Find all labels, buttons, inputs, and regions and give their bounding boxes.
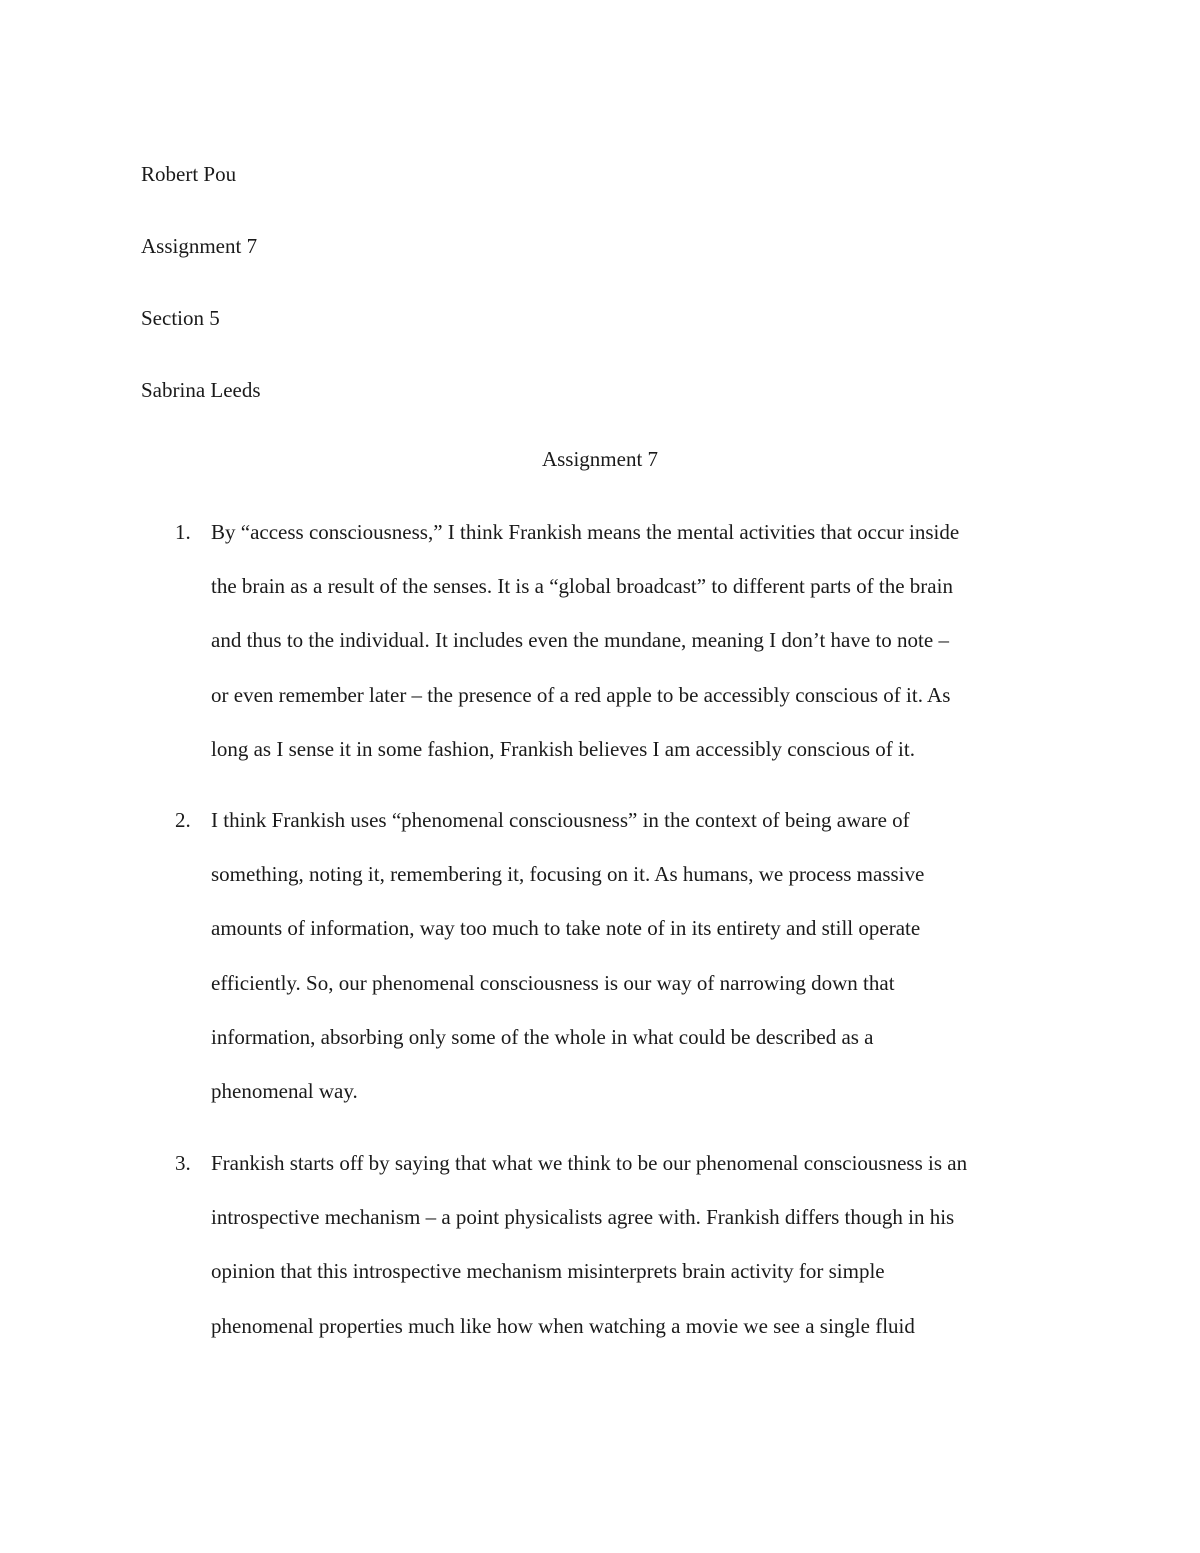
list-item-number: 1.: [175, 520, 191, 544]
assignment-label: Assignment 7: [141, 234, 258, 258]
list-item-text: By “access consciousness,” I think Frankish means the mental activities that occur inside the brain as a result of the senses. It is a “global broadcast” to different parts of the brain and thus to the individual. It includes even the mundane, meaning I don’t have to note – or even remember later – the presence of a red apple to be accessibly conscious of it. As long as I sense it in some fashion, Frankish believes I am accessibly conscious of it.: [211, 520, 960, 761]
document-title: Assignment 7: [541, 447, 659, 471]
instructor-name: Sabrina Leeds: [141, 378, 261, 402]
section-label: Section 5: [141, 306, 220, 330]
list-item-number: 2.: [175, 808, 191, 832]
author-name: Robert Pou: [141, 162, 237, 186]
list-item-text: I think Frankish uses “phenomenal consciousness” in the context of being aware of something, noting it, remembering it, focusing on it. As humans, we process massive amounts of information, way too much to take note of in its entirety and still operate efficiently. So, our phenomenal consciousness is our way of narrowing down that information, absorbing only some of the whole in what could be described as a phenomenal way.: [211, 808, 925, 1104]
list-item-number: 3.: [175, 1151, 191, 1175]
list-item-text: Frankish starts off by saying that what we think to be our phenomenal consciousness is an introspective mechanism – a point physicalists agree with. Frankish differs though in his opinion that this introspective mechanism misinterprets brain activity for simple phenomenal properties much like how when watching a movie we see a single fluid: [211, 1151, 968, 1338]
